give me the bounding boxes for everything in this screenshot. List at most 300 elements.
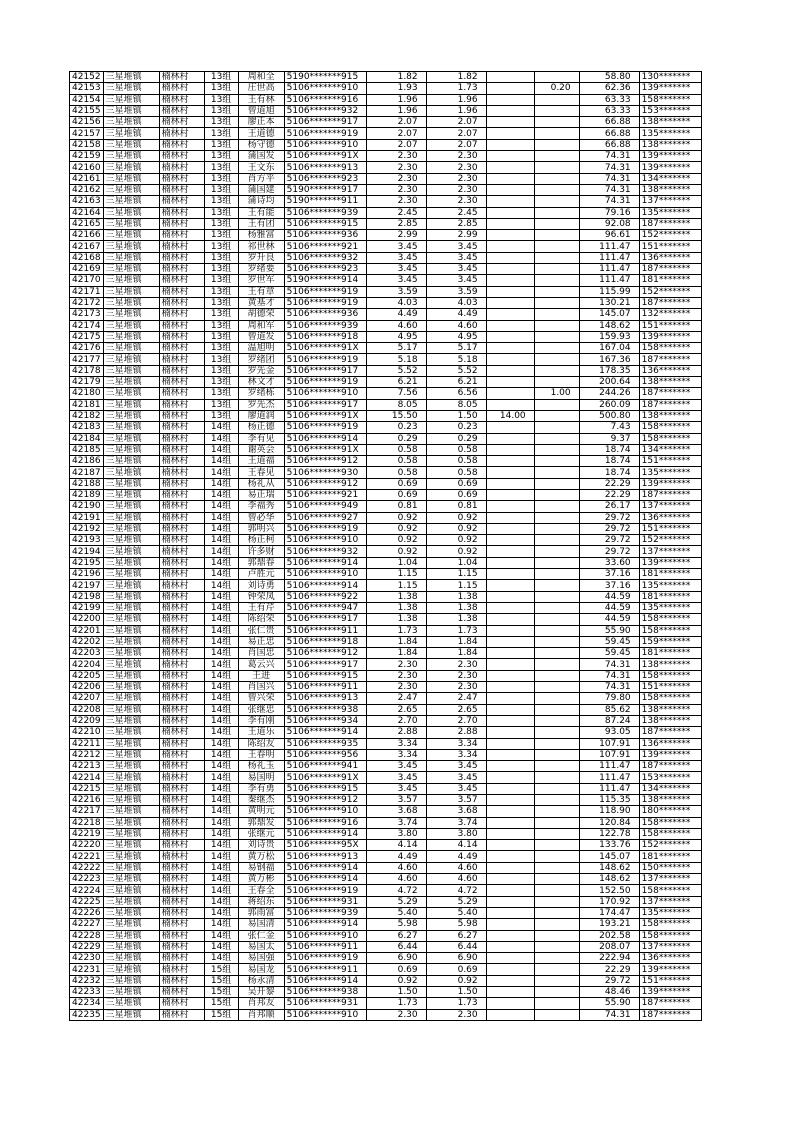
area-c-cell — [534, 625, 579, 636]
phone-cell: 152******* — [639, 286, 701, 297]
phone-cell: 139******* — [639, 964, 701, 975]
area-b-cell — [486, 851, 534, 862]
table-row — [70, 365, 702, 376]
area-a-cell: 1.50 — [426, 410, 486, 421]
id-card-cell: 5106*******916 — [284, 817, 366, 828]
phone-cell: 187******* — [639, 727, 701, 738]
name-cell: 易国太 — [238, 941, 284, 952]
area-b-cell — [486, 896, 534, 907]
id-card-cell: 5106*******914 — [284, 727, 366, 738]
town-cell: 三星堆镇 — [103, 828, 159, 839]
area-c-cell — [534, 896, 579, 907]
area-total-cell: 4.60 — [366, 874, 426, 885]
amount-cell: 111.47 — [579, 264, 639, 275]
village-cell: 楠林村 — [159, 761, 204, 772]
village-cell: 楠林村 — [159, 173, 204, 184]
area-total-cell: 3.45 — [366, 275, 426, 286]
record-id: 42202 — [70, 636, 104, 647]
area-a-cell: 3.34 — [426, 738, 486, 749]
table-row — [70, 625, 702, 636]
village-cell: 楠林村 — [159, 365, 204, 376]
village-cell: 楠林村 — [159, 444, 204, 455]
area-b-cell — [486, 501, 534, 512]
name-cell: 肖国兴 — [238, 682, 284, 693]
id-card-cell: 5106*******941 — [284, 761, 366, 772]
amount-cell: 111.47 — [579, 241, 639, 252]
area-total-cell: 2.70 — [366, 715, 426, 726]
village-cell: 楠林村 — [159, 501, 204, 512]
town-cell: 三星堆镇 — [103, 377, 159, 388]
table-row — [70, 117, 702, 128]
table-row — [70, 297, 702, 308]
amount-cell: 74.31 — [579, 173, 639, 184]
name-cell: 陈绍友 — [238, 738, 284, 749]
village-cell: 楠林村 — [159, 286, 204, 297]
area-c-cell — [534, 682, 579, 693]
record-id: 42161 — [70, 173, 104, 184]
area-b-cell — [486, 975, 534, 986]
town-cell: 三星堆镇 — [103, 987, 159, 998]
amount-cell: 167.36 — [579, 354, 639, 365]
village-cell: 楠林村 — [159, 659, 204, 670]
record-id: 42153 — [70, 83, 104, 94]
area-b-cell — [486, 964, 534, 975]
amount-cell: 74.31 — [579, 682, 639, 693]
area-total-cell: 5.29 — [366, 896, 426, 907]
area-total-cell: 2.30 — [366, 162, 426, 173]
record-id: 42167 — [70, 241, 104, 252]
record-id: 42201 — [70, 625, 104, 636]
record-id: 42190 — [70, 501, 104, 512]
area-a-cell: 0.81 — [426, 501, 486, 512]
table-row — [70, 162, 702, 173]
area-total-cell: 1.73 — [366, 998, 426, 1009]
phone-cell: 187******* — [639, 761, 701, 772]
area-total-cell: 4.72 — [366, 885, 426, 896]
group-cell: 14组 — [204, 625, 238, 636]
town-cell: 三星堆镇 — [103, 320, 159, 331]
name-cell: 黄万彬 — [238, 874, 284, 885]
name-cell: 王有林 — [238, 94, 284, 105]
village-cell: 楠林村 — [159, 953, 204, 964]
area-total-cell: 0.92 — [366, 975, 426, 986]
record-id: 42173 — [70, 309, 104, 320]
record-id: 42214 — [70, 772, 104, 783]
area-total-cell: 3.68 — [366, 806, 426, 817]
table-row — [70, 602, 702, 613]
area-total-cell: 0.92 — [366, 523, 426, 534]
record-id: 42158 — [70, 139, 104, 150]
id-card-cell: 5106*******919 — [284, 885, 366, 896]
town-cell: 三星堆镇 — [103, 772, 159, 783]
area-c-cell — [534, 648, 579, 659]
town-cell: 三星堆镇 — [103, 580, 159, 591]
village-cell: 楠林村 — [159, 580, 204, 591]
id-card-cell: 5106*******912 — [284, 648, 366, 659]
id-card-cell: 5106*******914 — [284, 862, 366, 873]
area-c-cell — [534, 817, 579, 828]
area-a-cell: 3.45 — [426, 761, 486, 772]
record-id: 42169 — [70, 264, 104, 275]
group-cell: 13组 — [204, 320, 238, 331]
area-total-cell: 2.30 — [366, 659, 426, 670]
amount-cell: 174.47 — [579, 907, 639, 918]
name-cell: 曾必华 — [238, 512, 284, 523]
table-row — [70, 512, 702, 523]
town-cell: 三星堆镇 — [103, 467, 159, 478]
record-id: 42181 — [70, 399, 104, 410]
id-card-cell: 5106*******932 — [284, 105, 366, 116]
record-id: 42187 — [70, 467, 104, 478]
record-id: 42183 — [70, 422, 104, 433]
village-cell: 楠林村 — [159, 975, 204, 986]
table-row — [70, 83, 702, 94]
record-id: 42219 — [70, 828, 104, 839]
area-c-cell — [534, 139, 579, 150]
record-id: 42194 — [70, 546, 104, 557]
area-b-cell — [486, 987, 534, 998]
name-cell: 王春全 — [238, 885, 284, 896]
table-row — [70, 173, 702, 184]
phone-cell: 151******* — [639, 456, 701, 467]
name-cell: 李福秀 — [238, 501, 284, 512]
name-cell: 黄明元 — [238, 806, 284, 817]
name-cell: 李有刚 — [238, 715, 284, 726]
id-card-cell: 5106*******915 — [284, 670, 366, 681]
area-a-cell: 3.68 — [426, 806, 486, 817]
village-cell: 楠林村 — [159, 885, 204, 896]
area-a-cell: 3.45 — [426, 252, 486, 263]
table-row — [70, 817, 702, 828]
record-id: 42229 — [70, 941, 104, 952]
id-card-cell: 5106*******949 — [284, 501, 366, 512]
village-cell: 楠林村 — [159, 602, 204, 613]
area-total-cell: 5.52 — [366, 365, 426, 376]
record-id: 42223 — [70, 874, 104, 885]
id-card-cell: 5106*******938 — [284, 987, 366, 998]
area-c-cell — [534, 72, 579, 83]
name-cell: 杨正柯 — [238, 535, 284, 546]
group-cell: 14组 — [204, 941, 238, 952]
phone-cell: 158******* — [639, 885, 701, 896]
phone-cell: 136******* — [639, 738, 701, 749]
table-row — [70, 128, 702, 139]
id-card-cell: 5190*******917 — [284, 184, 366, 195]
village-cell: 楠林村 — [159, 128, 204, 139]
area-total-cell: 0.92 — [366, 535, 426, 546]
table-row — [70, 444, 702, 455]
area-a-cell: 3.45 — [426, 275, 486, 286]
table-row — [70, 998, 702, 1009]
table-row — [70, 862, 702, 873]
amount-cell: 148.62 — [579, 874, 639, 885]
amount-cell: 29.72 — [579, 512, 639, 523]
phone-cell: 136******* — [639, 512, 701, 523]
area-c-cell — [534, 105, 579, 116]
area-a-cell: 0.58 — [426, 456, 486, 467]
name-cell: 王进 — [238, 670, 284, 681]
phone-cell: 158******* — [639, 670, 701, 681]
phone-cell: 153******* — [639, 105, 701, 116]
town-cell: 三星堆镇 — [103, 569, 159, 580]
record-id: 42178 — [70, 365, 104, 376]
area-c-cell — [534, 489, 579, 500]
amount-cell: 193.21 — [579, 919, 639, 930]
record-id: 42210 — [70, 727, 104, 738]
area-total-cell: 5.98 — [366, 919, 426, 930]
table-row — [70, 523, 702, 534]
village-cell: 楠林村 — [159, 896, 204, 907]
area-b-cell — [486, 139, 534, 150]
group-cell: 14组 — [204, 874, 238, 885]
group-cell: 14组 — [204, 456, 238, 467]
name-cell: 王春见 — [238, 467, 284, 478]
group-cell: 14组 — [204, 862, 238, 873]
record-id: 42184 — [70, 433, 104, 444]
phone-cell: 137******* — [639, 546, 701, 557]
area-c-cell — [534, 602, 579, 613]
name-cell: 王有团 — [238, 218, 284, 229]
id-card-cell: 5106*******931 — [284, 998, 366, 1009]
area-total-cell: 3.45 — [366, 761, 426, 772]
table-body — [70, 72, 702, 1021]
group-cell: 14组 — [204, 467, 238, 478]
id-card-cell: 5106*******91X — [284, 343, 366, 354]
name-cell: 李有勇 — [238, 783, 284, 794]
village-cell: 楠林村 — [159, 433, 204, 444]
area-a-cell: 2.30 — [426, 1009, 486, 1020]
name-cell: 祁世林 — [238, 241, 284, 252]
amount-cell: 111.47 — [579, 761, 639, 772]
amount-cell: 120.84 — [579, 817, 639, 828]
town-cell: 三星堆镇 — [103, 128, 159, 139]
group-cell: 13组 — [204, 286, 238, 297]
area-a-cell: 3.57 — [426, 795, 486, 806]
group-cell: 14组 — [204, 546, 238, 557]
name-cell: 易国龙 — [238, 964, 284, 975]
area-total-cell: 8.05 — [366, 399, 426, 410]
amount-cell: 111.47 — [579, 783, 639, 794]
record-id: 42186 — [70, 456, 104, 467]
area-a-cell: 3.80 — [426, 828, 486, 839]
id-card-cell: 5106*******95X — [284, 840, 366, 851]
record-id: 42191 — [70, 512, 104, 523]
name-cell: 王道乐 — [238, 727, 284, 738]
table-row — [70, 331, 702, 342]
village-cell: 楠林村 — [159, 309, 204, 320]
table-row — [70, 715, 702, 726]
group-cell: 13组 — [204, 388, 238, 399]
table-row — [70, 478, 702, 489]
area-b-cell — [486, 456, 534, 467]
village-cell: 楠林村 — [159, 964, 204, 975]
area-c-cell — [534, 749, 579, 760]
table-row — [70, 636, 702, 647]
area-a-cell: 2.99 — [426, 230, 486, 241]
record-id: 42227 — [70, 919, 104, 930]
phone-cell: 158******* — [639, 919, 701, 930]
record-id: 42230 — [70, 953, 104, 964]
area-a-cell: 1.96 — [426, 105, 486, 116]
area-a-cell: 3.74 — [426, 817, 486, 828]
town-cell: 三星堆镇 — [103, 117, 159, 128]
table-row — [70, 738, 702, 749]
area-c-cell — [534, 433, 579, 444]
area-b-cell — [486, 761, 534, 772]
name-cell: 张仁贵 — [238, 625, 284, 636]
area-total-cell: 6.90 — [366, 953, 426, 964]
village-cell: 楠林村 — [159, 105, 204, 116]
group-cell: 14组 — [204, 783, 238, 794]
town-cell: 三星堆镇 — [103, 252, 159, 263]
area-total-cell: 6.27 — [366, 930, 426, 941]
area-b-cell — [486, 196, 534, 207]
phone-cell: 187******* — [639, 264, 701, 275]
town-cell: 三星堆镇 — [103, 241, 159, 252]
area-c-cell — [534, 1009, 579, 1020]
phone-cell: 158******* — [639, 930, 701, 941]
area-b-cell — [486, 580, 534, 591]
phone-cell: 139******* — [639, 162, 701, 173]
town-cell: 三星堆镇 — [103, 840, 159, 851]
name-cell: 周和军 — [238, 320, 284, 331]
name-cell: 刘诗贵 — [238, 840, 284, 851]
area-c-cell — [534, 783, 579, 794]
town-cell: 三星堆镇 — [103, 795, 159, 806]
group-cell: 14组 — [204, 738, 238, 749]
table-row — [70, 196, 702, 207]
village-cell: 楠林村 — [159, 489, 204, 500]
area-b-cell — [486, 738, 534, 749]
town-cell: 三星堆镇 — [103, 602, 159, 613]
record-id: 42172 — [70, 297, 104, 308]
id-card-cell: 5106*******910 — [284, 569, 366, 580]
group-cell: 14组 — [204, 422, 238, 433]
record-id: 42177 — [70, 354, 104, 365]
village-cell: 楠林村 — [159, 331, 204, 342]
village-cell: 楠林村 — [159, 727, 204, 738]
table-row — [70, 806, 702, 817]
village-cell: 楠林村 — [159, 343, 204, 354]
village-cell: 楠林村 — [159, 557, 204, 568]
group-cell: 14组 — [204, 919, 238, 930]
village-cell: 楠林村 — [159, 704, 204, 715]
group-cell: 15组 — [204, 964, 238, 975]
amount-cell: 63.33 — [579, 105, 639, 116]
table-row — [70, 354, 702, 365]
area-c-cell — [534, 230, 579, 241]
area-a-cell: 5.40 — [426, 907, 486, 918]
id-card-cell: 5106*******930 — [284, 467, 366, 478]
record-id: 42192 — [70, 523, 104, 534]
phone-cell: 187******* — [639, 399, 701, 410]
amount-cell: 55.90 — [579, 998, 639, 1009]
phone-cell: 130******* — [639, 72, 701, 83]
area-a-cell: 6.44 — [426, 941, 486, 952]
area-total-cell: 2.30 — [366, 184, 426, 195]
id-card-cell: 5106*******919 — [284, 128, 366, 139]
area-c-cell — [534, 94, 579, 105]
area-a-cell: 4.49 — [426, 309, 486, 320]
area-c-cell — [534, 264, 579, 275]
village-cell: 楠林村 — [159, 907, 204, 918]
table-row — [70, 919, 702, 930]
area-a-cell: 1.15 — [426, 580, 486, 591]
id-card-cell: 5106*******911 — [284, 941, 366, 952]
area-a-cell: 0.69 — [426, 478, 486, 489]
id-card-cell: 5106*******914 — [284, 433, 366, 444]
area-total-cell: 6.21 — [366, 377, 426, 388]
group-cell: 14组 — [204, 727, 238, 738]
area-b-cell — [486, 151, 534, 162]
area-c-cell — [534, 795, 579, 806]
area-c-cell — [534, 467, 579, 478]
village-cell: 楠林村 — [159, 422, 204, 433]
record-id: 42163 — [70, 196, 104, 207]
id-card-cell: 5106*******919 — [284, 297, 366, 308]
table-row — [70, 851, 702, 862]
area-a-cell: 2.70 — [426, 715, 486, 726]
group-cell: 13组 — [204, 83, 238, 94]
amount-cell: 115.99 — [579, 286, 639, 297]
name-cell: 葛云兴 — [238, 659, 284, 670]
table-row — [70, 761, 702, 772]
town-cell: 三星堆镇 — [103, 941, 159, 952]
area-b-cell — [486, 941, 534, 952]
village-cell: 楠林村 — [159, 795, 204, 806]
area-c-cell — [534, 704, 579, 715]
area-a-cell: 0.92 — [426, 523, 486, 534]
group-cell: 14组 — [204, 433, 238, 444]
id-card-cell: 5106*******917 — [284, 117, 366, 128]
village-cell: 楠林村 — [159, 297, 204, 308]
phone-cell: 139******* — [639, 83, 701, 94]
area-total-cell: 1.93 — [366, 83, 426, 94]
record-id: 42154 — [70, 94, 104, 105]
town-cell: 三星堆镇 — [103, 139, 159, 150]
record-id: 42222 — [70, 862, 104, 873]
area-a-cell: 2.07 — [426, 117, 486, 128]
area-a-cell: 5.52 — [426, 365, 486, 376]
area-total-cell: 2.07 — [366, 139, 426, 150]
village-cell: 楠林村 — [159, 388, 204, 399]
village-cell: 楠林村 — [159, 738, 204, 749]
area-b-cell — [486, 783, 534, 794]
town-cell: 三星堆镇 — [103, 456, 159, 467]
area-b-cell — [486, 433, 534, 444]
area-a-cell: 4.14 — [426, 840, 486, 851]
town-cell: 三星堆镇 — [103, 693, 159, 704]
area-b-cell — [486, 535, 534, 546]
area-b-cell — [486, 173, 534, 184]
area-c-cell — [534, 862, 579, 873]
table-row — [70, 275, 702, 286]
name-cell: 杨永清 — [238, 975, 284, 986]
amount-cell: 66.88 — [579, 128, 639, 139]
area-b-cell — [486, 512, 534, 523]
record-id: 42193 — [70, 535, 104, 546]
table-row — [70, 456, 702, 467]
phone-cell: 138******* — [639, 715, 701, 726]
amount-cell: 48.46 — [579, 987, 639, 998]
area-a-cell: 3.34 — [426, 749, 486, 760]
area-a-cell: 3.59 — [426, 286, 486, 297]
town-cell: 三星堆镇 — [103, 207, 159, 218]
group-cell: 14组 — [204, 489, 238, 500]
area-a-cell: 2.30 — [426, 659, 486, 670]
area-a-cell: 1.96 — [426, 94, 486, 105]
record-id: 42171 — [70, 286, 104, 297]
